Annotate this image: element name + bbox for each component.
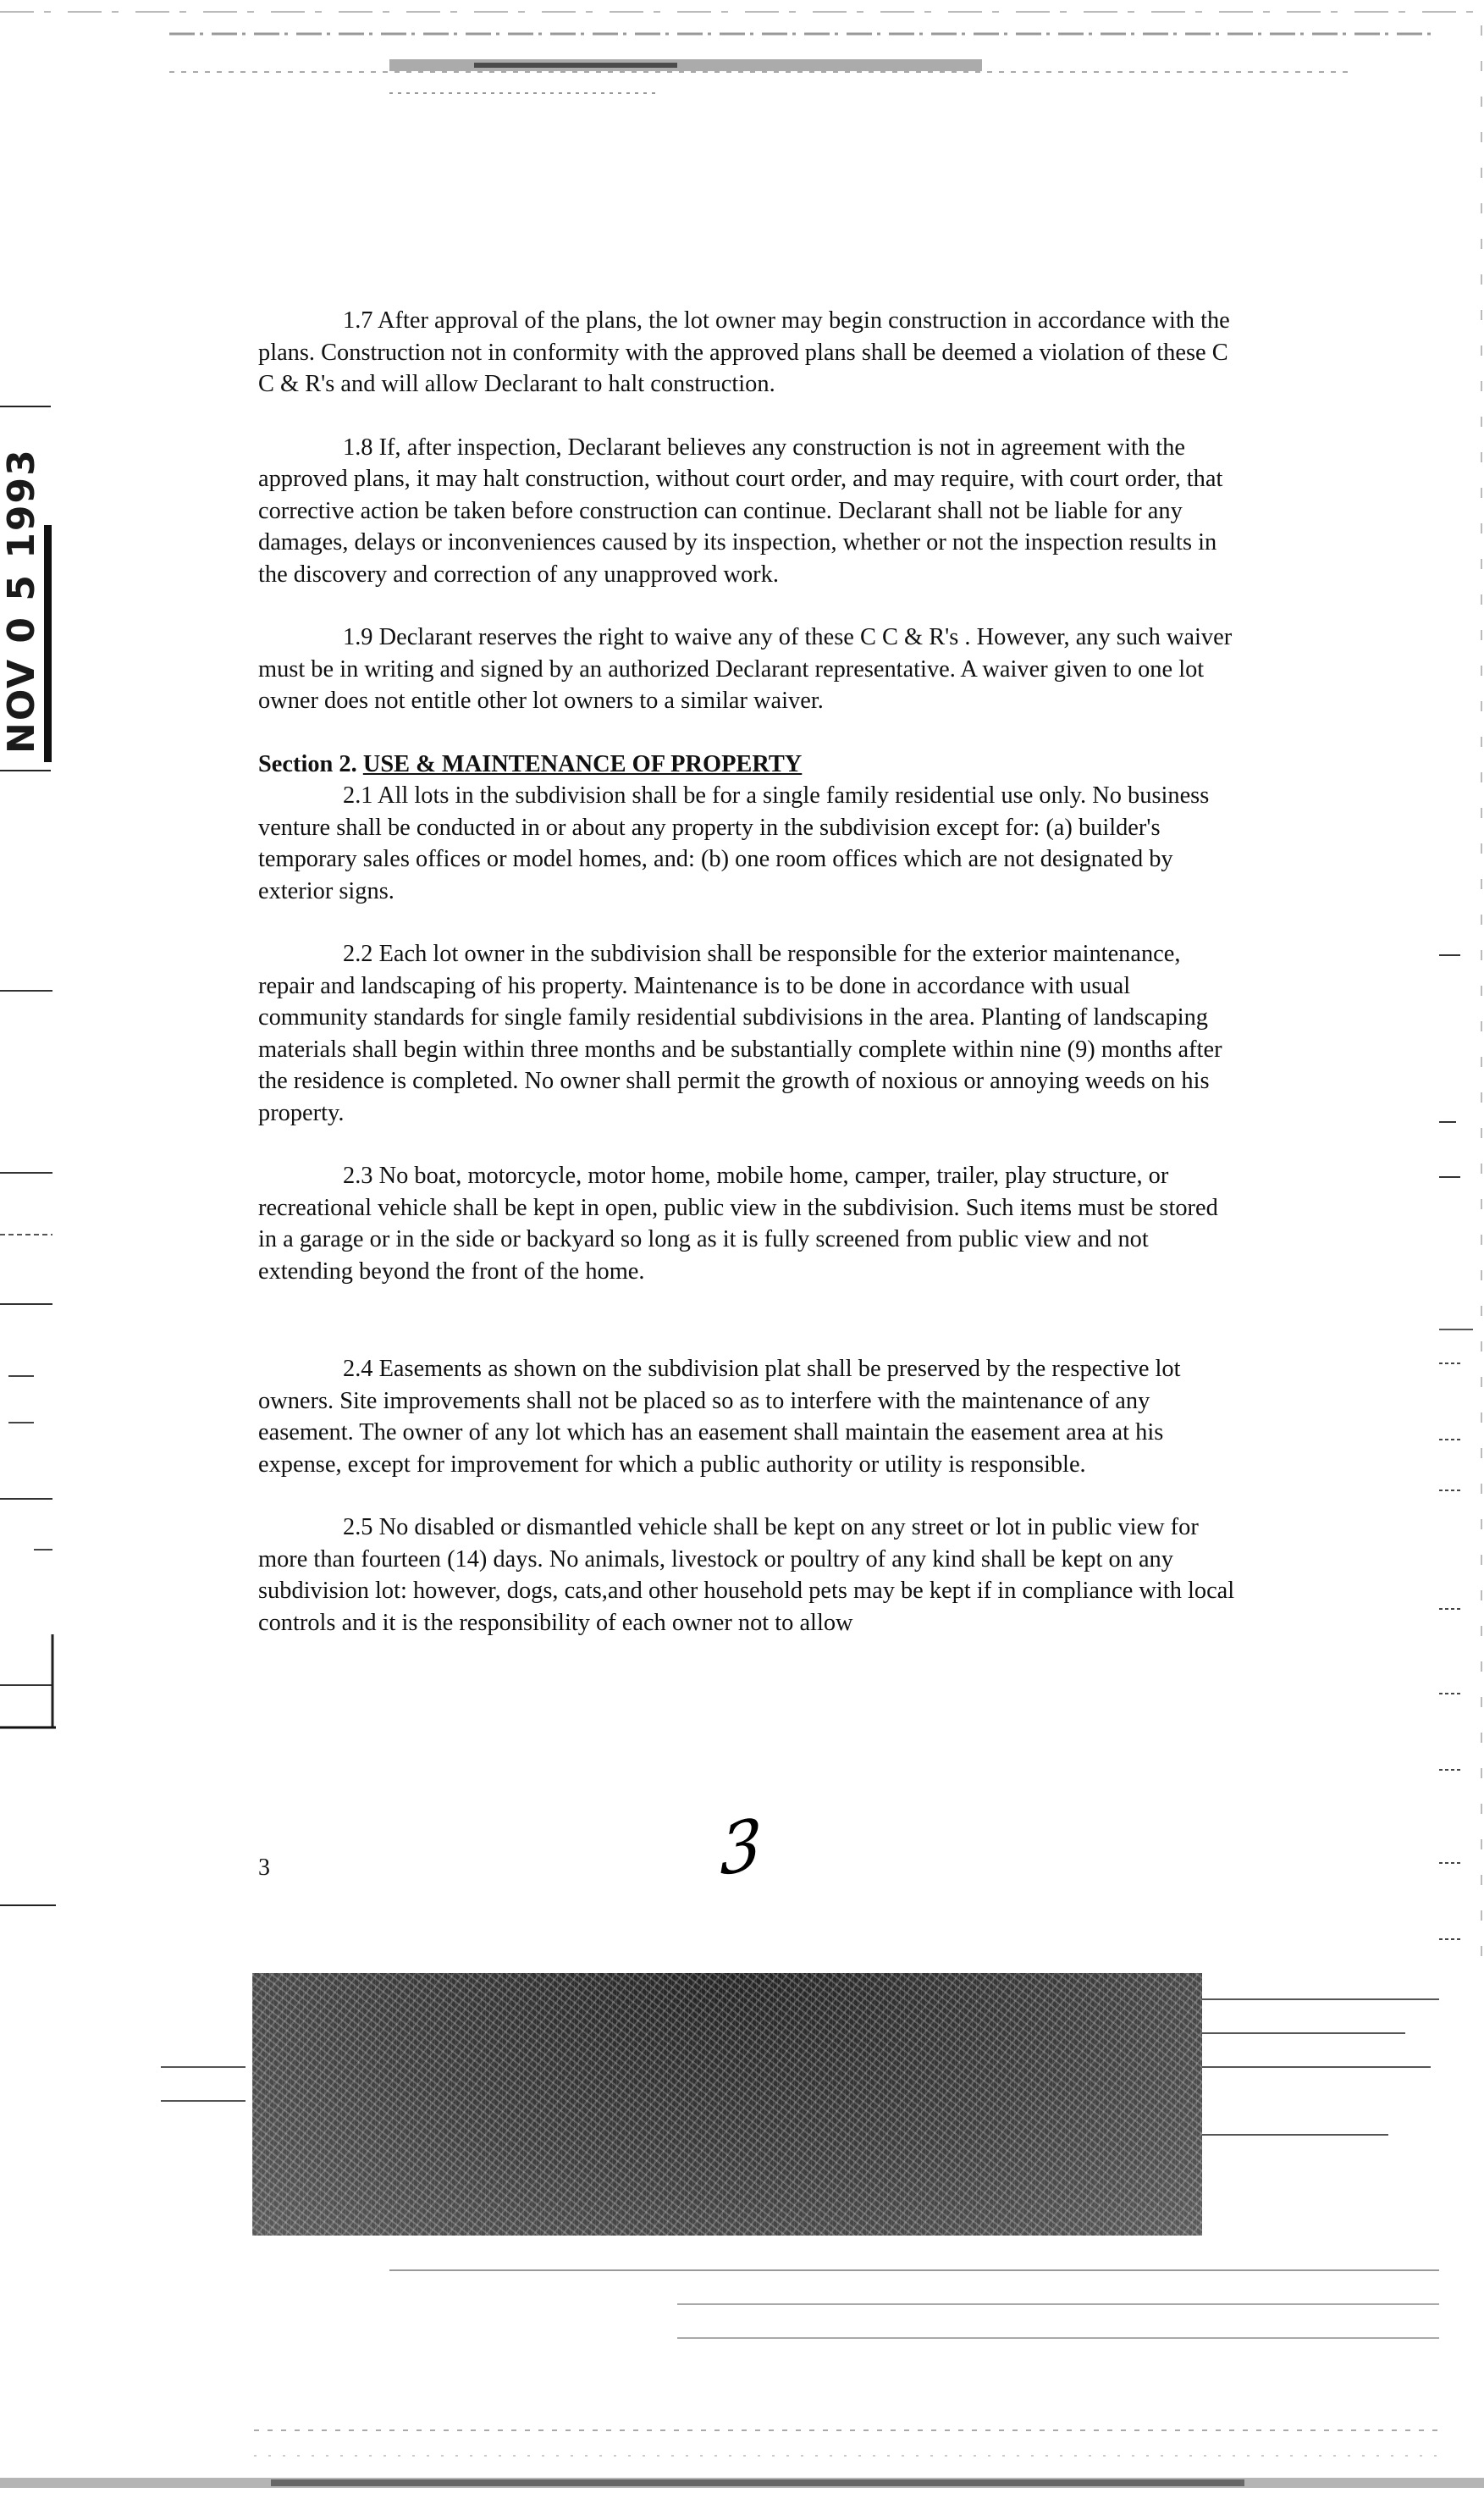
paragraph-2-4: 2.4 Easements as shown on the subdivision plat shall be preserved by the respective lot owners. Site improvements shall not be placed so as to interfere with the maintenance of any easement. The owner of any lot which has an easement shall maintain the easement area at his expense, except for improvement for which a public authority or utility is responsible. [258, 1356, 1181, 1478]
paragraph-1-9: 1.9 Declarant reserves the right to waive any of these C C & R's . However, any such waiver must be in writing and signed by an authorized Declarant representative. A waiver given to one lot owner does not entitle other lot owners to a similar waiver. [258, 624, 1233, 714]
date-stamp: NOV 0 5 1993 [0, 448, 43, 754]
scan-artifact-right [1431, 0, 1484, 2504]
scan-artifact-bottom [0, 2422, 1484, 2504]
scan-rule [677, 2303, 1439, 2305]
scan-artifact-left [0, 0, 68, 2504]
scan-dark-band [252, 1973, 1202, 2236]
document-body [258, 305, 1236, 1639]
scan-rule [161, 2100, 245, 2102]
paragraph-1-7: 1.7 After approval of the plans, the lot owner may begin construction in accordance with the plans. Construction not in conformity with the approved plans shall be deemed a violation of these C C & R's and will allow Declarant to halt construction. [258, 307, 1230, 397]
scan-rule [1202, 2134, 1388, 2136]
paragraph-2-1: 2.1 All lots in the subdivision shall be for a single family residential use only. No business venture shall be conducted in or about any property in the subdivision except for: (a) builder's temporary sales offices or model homes, and: (b) one room offices which are not designated by exterior signs. [258, 782, 1210, 904]
scan-rule [389, 2269, 1439, 2271]
section-number: Section 2. [258, 750, 357, 777]
section-title: USE & MAINTENANCE OF PROPERTY [362, 750, 803, 777]
page-number: 3 [258, 1855, 270, 1881]
paragraph-2-2: 2.2 Each lot owner in the subdivision shall be responsible for the exterior maintenance, repair and landscaping of his property. Maintenance is to be done in accordance with usual community standards for single family residential subdivisions in the area. Planting of landscaping materials shall begin within three months and be substantially complete within nine (9) months after the residence is completed. No owner shall permit the growth of noxious or annoying weeds on his property. [258, 941, 1222, 1126]
scan-rule [161, 2066, 245, 2068]
scan-artifact-top [0, 0, 1484, 119]
paragraph-1-8: 1.8 If, after inspection, Declarant believes any construction is not in agreement with the approved plans, it may halt construction, without court order, and may require, with court order, that corrective action be taken before construction can continue. Declarant shall not be liable for any damages, delays or inconveniences caused by its inspection, whether or not the inspection results in the discovery and correction of any unapproved work. [258, 434, 1223, 588]
paragraph-2-3: 2.3 No boat, motorcycle, motor home, mobile home, camper, trailer, play structure, or recreational vehicle shall be kept in open, public view in the subdivision. Such items must be stored in a garage or in the side or backyard so long as it is fully screened from public view and not extending beyond the front of the home. [258, 1163, 1218, 1285]
scan-rule [1202, 2066, 1431, 2068]
scan-rule [677, 2337, 1439, 2339]
section-heading [258, 749, 1236, 781]
handwritten-page-number: 3 [720, 1802, 763, 1893]
scan-rule [1202, 1998, 1439, 2000]
scan-rule [1202, 2032, 1405, 2034]
paragraph-2-5: 2.5 No disabled or dismantled vehicle shall be kept on any street or lot in public view for more than fourteen (14) days. No animals, livestock or poultry of any kind shall be kept on any subdivision lot: however, dogs, cats,and other household pets may be kept if in compliance with local controls and it is the responsibility of each owner not to allow [258, 1514, 1235, 1636]
